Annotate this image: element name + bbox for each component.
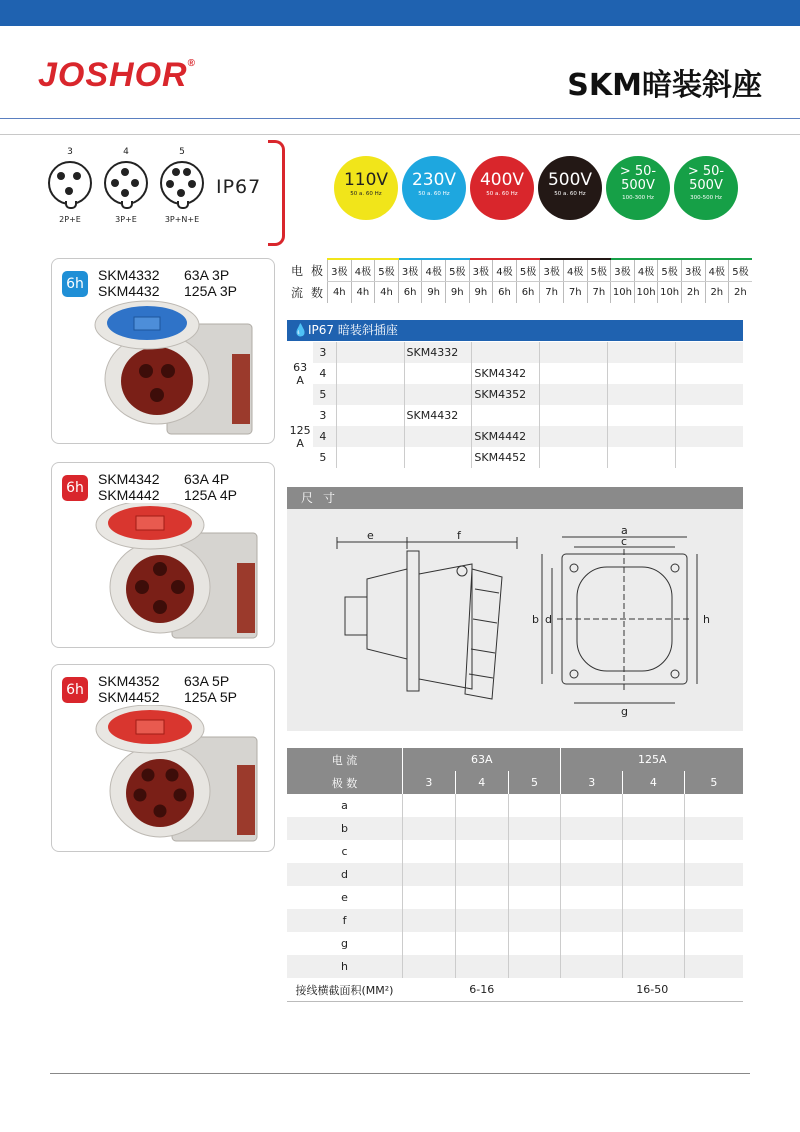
pole-cell: 3极 (328, 259, 352, 282)
hours-cell: 6h (516, 282, 540, 304)
socket-3pin-icon (48, 161, 92, 205)
hours-cell: 9h (445, 282, 469, 304)
pin-diagram-3: 3 2P+E (46, 147, 94, 224)
table-row: g (287, 932, 743, 955)
socket-model-table (287, 342, 743, 468)
pole-cell: 4极 (705, 259, 729, 282)
table-row: 5 SKM4352 (287, 384, 743, 405)
hours-cell: 10h (658, 282, 682, 304)
hour-badge: 6h (62, 271, 88, 297)
product-spec: SKM4352 63A 5P SKM4452 125A 5P (98, 673, 237, 705)
hours-cell: 4h (375, 282, 399, 304)
socket-product-image (72, 705, 262, 845)
voltage-badge: 400V 50 a. 60 Hz (470, 156, 534, 220)
dim-label-a: a (621, 524, 628, 537)
socket-product-image (72, 503, 262, 643)
hours-cell: 7h (563, 282, 587, 304)
pole-cell: 4极 (493, 259, 517, 282)
dim-label-f: f (457, 529, 461, 542)
pin-diagram-4: 4 3P+E (102, 147, 150, 224)
voltage-badge: 500V 50 a. 60 Hz (538, 156, 602, 220)
dim-label-g: g (621, 705, 628, 718)
product-spec: SKM4332 63A 3P SKM4432 125A 3P (98, 267, 237, 299)
hours-cell: 6h (493, 282, 517, 304)
pole-cell: 5极 (658, 259, 682, 282)
pole-cell: 5极 (445, 259, 469, 282)
hours-cell: 2h (729, 282, 752, 304)
voltage-badge: 110V 50 a. 60 Hz (334, 156, 398, 220)
product-card-4p (51, 462, 275, 648)
table-row: h (287, 955, 743, 978)
pole-cell: 3极 (681, 259, 705, 282)
hours-cell: 9h (469, 282, 493, 304)
pole-cell: 3极 (398, 259, 422, 282)
pin-diagram-5: 5 3P+N+E (158, 147, 206, 224)
red-bracket (268, 140, 285, 246)
table-row: e (287, 886, 743, 909)
hours-cell: 7h (540, 282, 564, 304)
hours-cell: 4h (328, 282, 352, 304)
dimensions-header: 尺寸 (287, 487, 743, 509)
dim-label-c: c (621, 535, 628, 548)
hours-cell: 6h (398, 282, 422, 304)
pole-cell: 5极 (729, 259, 752, 282)
hours-cell: 10h (634, 282, 658, 304)
product-card-5p (51, 664, 275, 852)
hours-cell: 4h (351, 282, 375, 304)
pole-cell: 5极 (375, 259, 399, 282)
product-card-3p (51, 258, 275, 444)
voltage-badge: > 50- 500V 300-500 Hz (674, 156, 738, 220)
pole-cell: 4极 (563, 259, 587, 282)
pole-cell: 3极 (611, 259, 635, 282)
table-row: c (287, 840, 743, 863)
dim-label-e: e (367, 529, 374, 542)
dimension-drawing (287, 509, 743, 731)
voltage-badge: > 50- 500V 100-300 Hz (606, 156, 670, 220)
pole-cell: 3极 (540, 259, 564, 282)
dimension-drawing-svg (287, 509, 743, 731)
header-divider-2 (0, 134, 800, 135)
socket-4pin-icon (104, 161, 148, 205)
brand-logo: JOSHOR® (38, 56, 196, 94)
table-row: 5 SKM4452 (287, 447, 743, 468)
table-row: d (287, 863, 743, 886)
table-row: a (287, 794, 743, 817)
dim-label-h: h (703, 613, 710, 626)
pole-cell: 3极 (469, 259, 493, 282)
socket-table-header: 💧IP67 暗装斜插座 (287, 320, 743, 341)
table-row: 125 A 3 SKM4432 (287, 405, 743, 426)
table-row: 63 A 3 SKM4332 (287, 342, 743, 363)
hours-cell: 7h (587, 282, 611, 304)
drop-icon: 💧 (293, 323, 308, 337)
current-cell: 125 A (287, 405, 313, 468)
product-spec: SKM4342 63A 4P SKM4442 125A 4P (98, 471, 237, 503)
hours-cell: 10h (611, 282, 635, 304)
top-bar (0, 0, 800, 26)
page-title: SKM暗装斜座 (567, 68, 762, 103)
ip-rating: IP67 (216, 176, 262, 198)
table-row: b (287, 817, 743, 840)
hours-cell: 9h (422, 282, 446, 304)
header-divider (0, 118, 800, 119)
footer-divider (50, 1073, 750, 1074)
pole-cell: 5极 (587, 259, 611, 282)
pole-cell: 4极 (422, 259, 446, 282)
hour-badge: 6h (62, 677, 88, 703)
dim-label-b: b (532, 613, 539, 626)
dim-label-d: d (545, 613, 552, 626)
hours-cell: 2h (705, 282, 729, 304)
hours-cell: 2h (681, 282, 705, 304)
table-row: f (287, 909, 743, 932)
pole-cell: 4极 (351, 259, 375, 282)
table-row: 4 SKM4342 (287, 363, 743, 384)
pole-cell: 5极 (516, 259, 540, 282)
socket-5pin-icon (160, 161, 204, 205)
table-row: 4 SKM4442 (287, 426, 743, 447)
socket-product-image (72, 299, 262, 439)
voltage-badge: 230V 50 a. 60 Hz (402, 156, 466, 220)
hour-badge: 6h (62, 475, 88, 501)
current-cell: 63 A (287, 342, 313, 405)
poles-hours-table: 电 极 3极 4极 5极 3极 4极 5极 3极 4极 5极 3极 4极 5极 3极 4极 5极 3极 4极 5极 流 数 4h 4h 4h 6h 9h 9h 9h 6h 6h 7h 7h 7h 10h 10h 10h 2h 2h 2h (287, 258, 752, 303)
dimension-values-table: 电 流 63A 125A 极 数 3 4 5 3 4 5 a b c d e f g h 接线横截面积(MM²) 6-16 16-50 (287, 748, 743, 1002)
pole-cell: 4极 (634, 259, 658, 282)
